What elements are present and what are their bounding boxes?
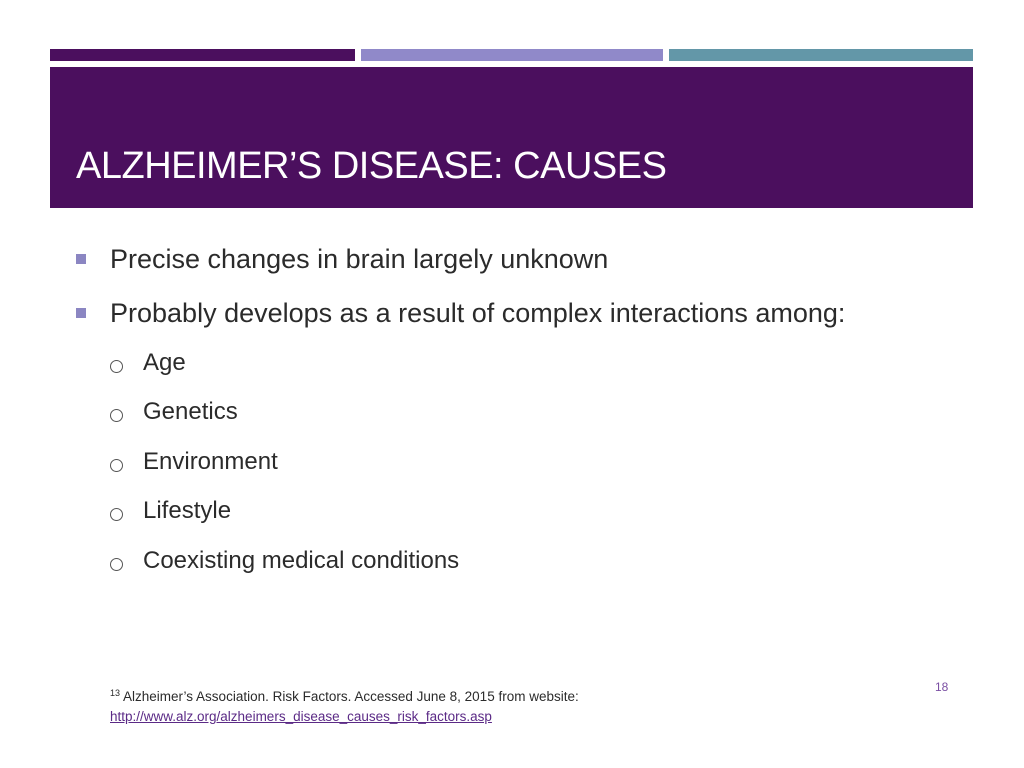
bullet-text: Precise changes in brain largely unknown bbox=[110, 243, 609, 274]
page-number: 18 bbox=[935, 680, 949, 694]
sub-bullet-item bbox=[110, 397, 238, 427]
circle-bullet-icon bbox=[110, 360, 123, 373]
footnote-number: 13 bbox=[110, 688, 121, 698]
title-bar bbox=[50, 67, 973, 208]
top-stripe-teal bbox=[669, 49, 973, 61]
sub-bullet-item bbox=[110, 348, 186, 378]
bullet-item bbox=[76, 242, 608, 276]
footnote bbox=[110, 683, 579, 727]
sub-bullet-text: Environment bbox=[143, 448, 278, 475]
square-bullet-icon bbox=[76, 308, 86, 318]
sub-bullet-item bbox=[110, 447, 278, 477]
footnote-text: Alzheimer’s Association. Risk Factors. Accessed June 8, 2015 from website: bbox=[120, 689, 579, 704]
sub-bullet-text: Lifestyle bbox=[143, 497, 232, 524]
sub-bullet-item bbox=[110, 546, 459, 576]
bullet-item bbox=[76, 296, 845, 330]
sub-bullet-item bbox=[110, 496, 231, 526]
top-stripe-dark-purple bbox=[50, 49, 355, 61]
sub-bullet-text: Coexisting medical conditions bbox=[143, 547, 460, 574]
footnote-line bbox=[110, 683, 579, 707]
top-stripe-lavender bbox=[361, 49, 663, 61]
circle-bullet-icon bbox=[110, 508, 123, 521]
sub-bullet-text: Age bbox=[143, 349, 186, 376]
bullet-text: Probably develops as a result of complex interactions among: bbox=[110, 297, 846, 328]
footnote-link[interactable]: http://www.alz.org/alzheimers_disease_causes_risk_factors.asp bbox=[110, 709, 492, 724]
circle-bullet-icon bbox=[110, 558, 123, 571]
slide-title: ALZHEIMER’S DISEASE: CAUSES bbox=[76, 145, 667, 187]
sub-bullet-text: Genetics bbox=[143, 398, 238, 425]
circle-bullet-icon bbox=[110, 459, 123, 472]
circle-bullet-icon bbox=[110, 409, 123, 422]
square-bullet-icon bbox=[76, 254, 86, 264]
